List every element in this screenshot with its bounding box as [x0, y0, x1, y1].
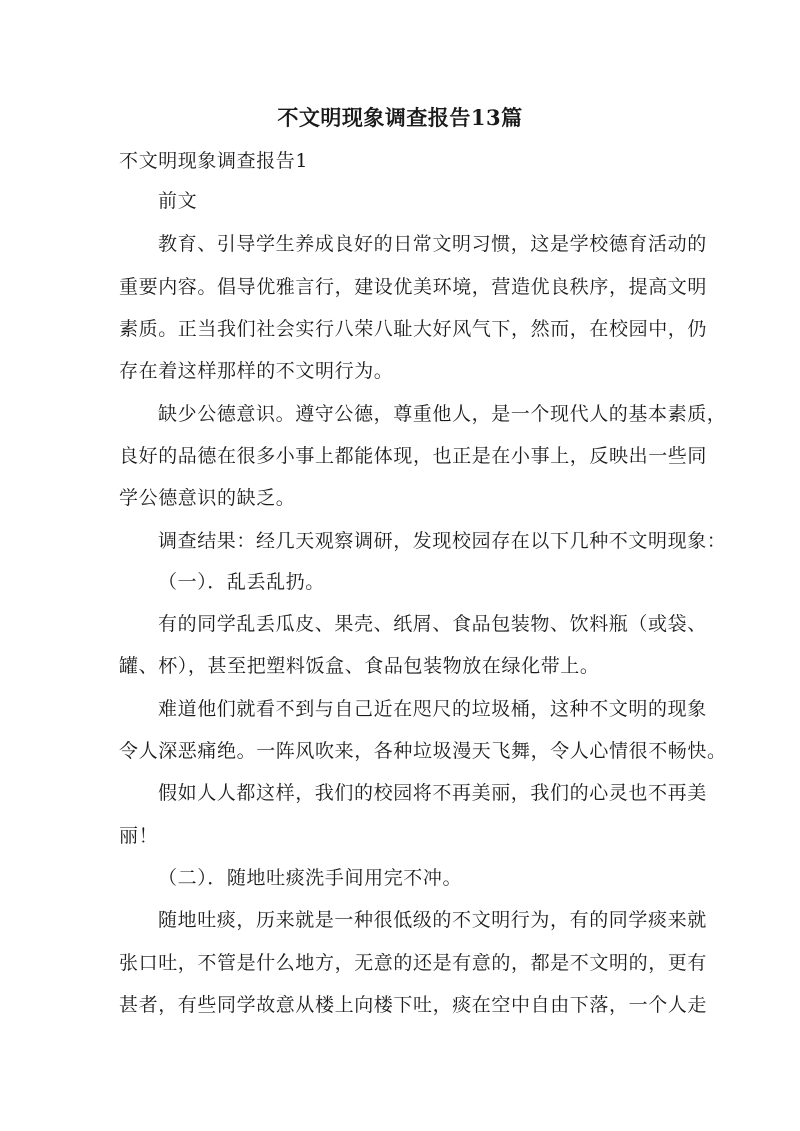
paragraph-line: 甚者，有些同学故意从楼上向楼下吐，痰在空中自由下落，一个人走: [119, 994, 708, 1016]
paragraph-line: 素质。正当我们社会实行八荣八耻大好风气下，然而，在校园中，仍: [119, 318, 708, 340]
paragraph-line: 缺少公德意识。遵守公德，尊重他人，是一个现代人的基本素质，: [158, 403, 727, 425]
paragraph-line: 调查结果：经几天观察调研，发现校园存在以下几种不文明现象：: [158, 530, 727, 552]
paragraph-line: 重要内容。倡导优雅言行，建设优美环境，营造优良秩序，提高文明: [119, 276, 708, 298]
paragraph-line: 学公德意识的缺乏。: [119, 487, 296, 509]
paragraph-line: 前文: [158, 190, 198, 212]
section-heading: （一）．乱丢乱扔。: [158, 571, 325, 593]
paragraph-line: 丽！: [119, 825, 159, 847]
report-subtitle: 不文明现象调查报告1: [119, 150, 309, 172]
document-title: 不文明现象调查报告13篇: [277, 105, 523, 130]
section-heading: （二）．随地吐痰洗手间用完不冲。: [158, 867, 463, 889]
paragraph-line: 有的同学乱丢瓜皮、果壳、纸屑、食品包装物、饮料瓶（或袋、: [158, 613, 707, 635]
paragraph-line: 令人深恶痛绝。一阵风吹来，各种垃圾漫天飞舞，令人心情很不畅快。: [119, 740, 727, 762]
paragraph-line: 难道他们就看不到与自己近在咫尺的垃圾桶，这种不文明的现象: [158, 698, 707, 720]
paragraph-line: 良好的品德在很多小事上都能体现，也正是在小事上，反映出一些同: [119, 445, 708, 467]
paragraph-line: 随地吐痰，历来就是一种很低级的不文明行为，有的同学痰来就: [158, 909, 707, 931]
paragraph-line: 存在着这样那样的不文明行为。: [119, 360, 394, 382]
paragraph-line: 教育、引导学生养成良好的日常文明习惯，这是学校德育活动的: [158, 233, 707, 255]
paragraph-line: 罐、杯），甚至把塑料饭盒、食品包装物放在绿化带上。: [119, 655, 600, 677]
paragraph-line: 假如人人都这样，我们的校园将不再美丽，我们的心灵也不再美: [158, 782, 707, 804]
paragraph-line: 张口吐，不管是什么地方，无意的还是有意的，都是不文明的，更有: [119, 952, 708, 974]
